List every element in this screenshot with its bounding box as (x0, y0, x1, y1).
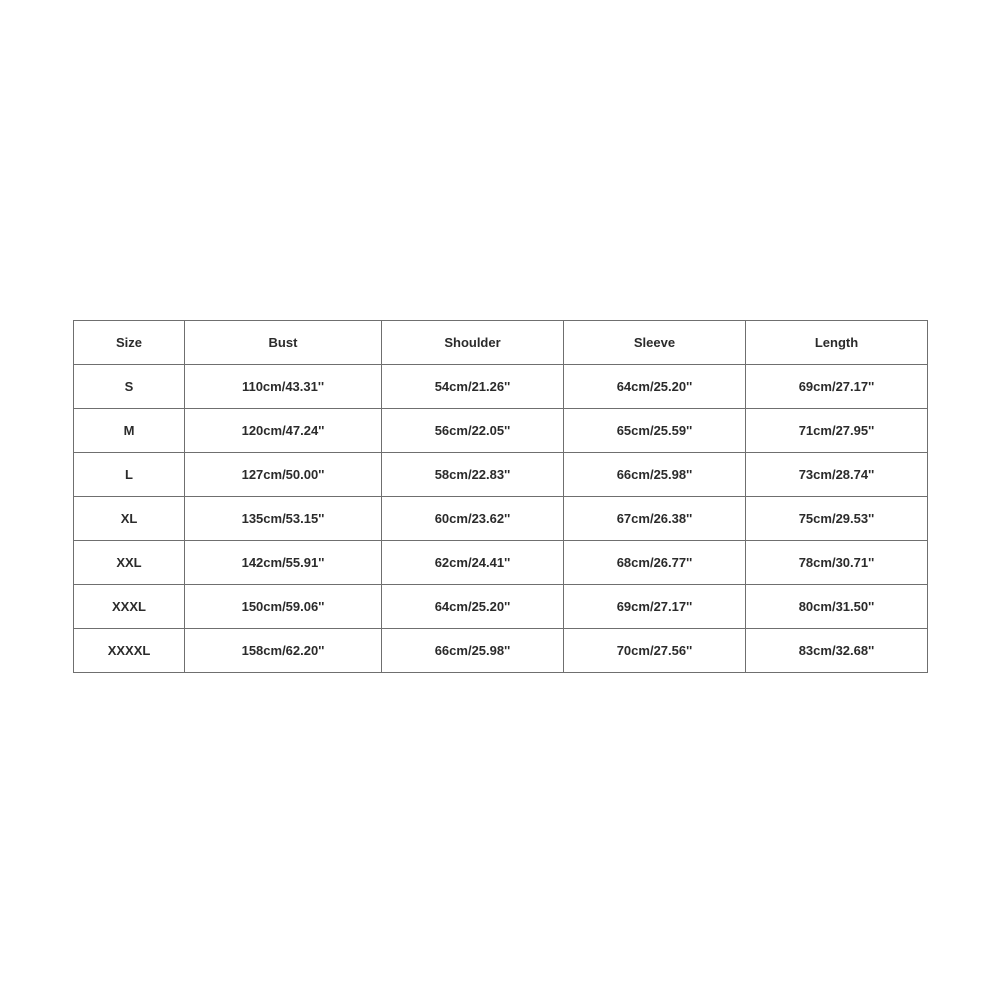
cell-bust: 120cm/47.24'' (185, 409, 382, 453)
header-bust: Bust (185, 321, 382, 365)
cell-length: 75cm/29.53'' (746, 497, 928, 541)
cell-shoulder: 60cm/23.62'' (382, 497, 564, 541)
cell-sleeve: 70cm/27.56'' (564, 629, 746, 673)
cell-length: 78cm/30.71'' (746, 541, 928, 585)
cell-length: 69cm/27.17'' (746, 365, 928, 409)
cell-shoulder: 58cm/22.83'' (382, 453, 564, 497)
cell-size: L (74, 453, 185, 497)
table-row (74, 629, 928, 673)
cell-size: XXXL (74, 585, 185, 629)
header-row (74, 321, 928, 365)
cell-shoulder: 54cm/21.26'' (382, 365, 564, 409)
cell-length: 83cm/32.68'' (746, 629, 928, 673)
cell-size: S (74, 365, 185, 409)
cell-sleeve: 69cm/27.17'' (564, 585, 746, 629)
table-row (74, 497, 928, 541)
cell-shoulder: 66cm/25.98'' (382, 629, 564, 673)
cell-length: 80cm/31.50'' (746, 585, 928, 629)
header-size: Size (74, 321, 185, 365)
header-length: Length (746, 321, 928, 365)
cell-shoulder: 56cm/22.05'' (382, 409, 564, 453)
cell-bust: 135cm/53.15'' (185, 497, 382, 541)
cell-size: XXXXL (74, 629, 185, 673)
size-chart-table (73, 320, 928, 673)
cell-size: XXL (74, 541, 185, 585)
cell-bust: 110cm/43.31'' (185, 365, 382, 409)
cell-bust: 127cm/50.00'' (185, 453, 382, 497)
cell-sleeve: 68cm/26.77'' (564, 541, 746, 585)
cell-length: 73cm/28.74'' (746, 453, 928, 497)
cell-sleeve: 67cm/26.38'' (564, 497, 746, 541)
cell-sleeve: 64cm/25.20'' (564, 365, 746, 409)
cell-sleeve: 66cm/25.98'' (564, 453, 746, 497)
table-row (74, 409, 928, 453)
table-row (74, 541, 928, 585)
cell-length: 71cm/27.95'' (746, 409, 928, 453)
table-row (74, 585, 928, 629)
header-sleeve: Sleeve (564, 321, 746, 365)
cell-size: M (74, 409, 185, 453)
table-row (74, 453, 928, 497)
cell-shoulder: 62cm/24.41'' (382, 541, 564, 585)
cell-bust: 158cm/62.20'' (185, 629, 382, 673)
table-row (74, 365, 928, 409)
header-shoulder: Shoulder (382, 321, 564, 365)
cell-bust: 150cm/59.06'' (185, 585, 382, 629)
cell-bust: 142cm/55.91'' (185, 541, 382, 585)
cell-size: XL (74, 497, 185, 541)
cell-shoulder: 64cm/25.20'' (382, 585, 564, 629)
cell-sleeve: 65cm/25.59'' (564, 409, 746, 453)
